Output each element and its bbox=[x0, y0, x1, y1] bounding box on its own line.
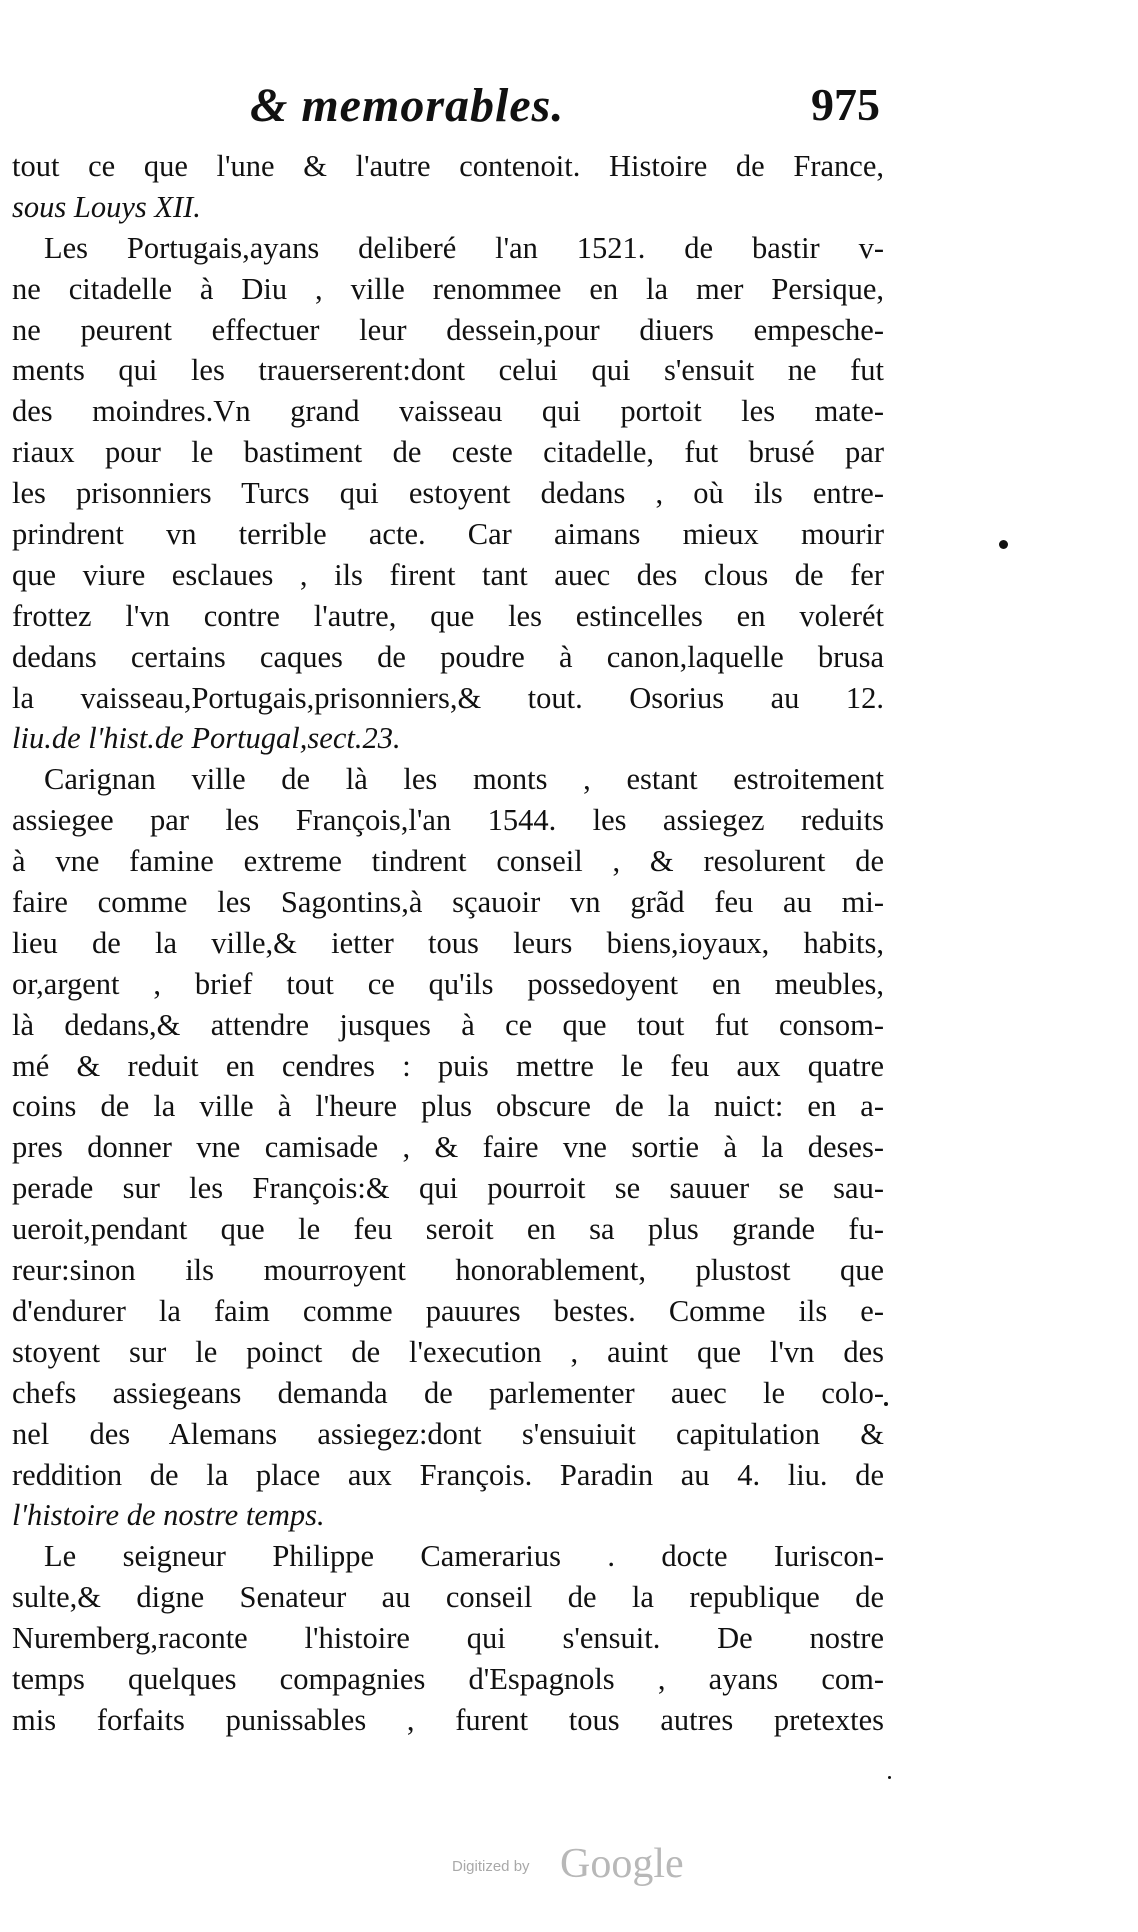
text-line: faire comme les Sagontins,à sçauoir vn grãd feu au mi- bbox=[12, 885, 884, 920]
ink-speck bbox=[888, 1776, 891, 1779]
text-line: reddition de la place aux François. Paradin au 4. liu. de bbox=[12, 1457, 884, 1492]
text-line: tout ce que l'une & l'autre contenoit. Histoire de France, bbox=[12, 149, 884, 183]
text-line: les prisonniers Turcs qui estoyent dedans , où ils entre- bbox=[12, 476, 884, 511]
text-line: stoyent sur le poinct de l'execution , auint que l'vn des bbox=[12, 1334, 884, 1369]
text-line: sulte,& digne Senateur au conseil de la republique de bbox=[12, 1580, 884, 1615]
running-head bbox=[240, 78, 880, 138]
text-line: ne citadelle à Diu , ville renommee en la mer Persique, bbox=[12, 271, 884, 306]
body-text bbox=[12, 146, 884, 1741]
text-line: des moindres.Vn grand vaisseau qui portoit les mate- bbox=[12, 394, 884, 429]
ink-speck bbox=[884, 1402, 888, 1406]
text-line: chefs assiegeans demanda de parlementer auec le colo- bbox=[12, 1375, 884, 1410]
text-line: là dedans,& attendre jusques à ce que tout fut consom- bbox=[12, 1007, 884, 1042]
text-line: nel des Alemans assiegez:dont s'ensuiuit capitulation & bbox=[12, 1416, 884, 1451]
ink-speck bbox=[999, 540, 1008, 549]
text-line: Nuremberg,raconte l'histoire qui s'ensuit. De nostre bbox=[12, 1621, 884, 1656]
google-logo: Google bbox=[560, 1841, 684, 1887]
digitized-by-google-watermark bbox=[452, 1840, 712, 1890]
text-line: mé & reduit en cendres : puis mettre le feu aux quatre bbox=[12, 1048, 884, 1083]
text-line: à vne famine extreme tindrent conseil , & resolurent de bbox=[12, 844, 884, 879]
text-line: dedans certains caques de poudre à canon,laquelle brusa bbox=[12, 639, 884, 674]
text-line: d'endurer la faim comme pauures bestes. Comme ils e- bbox=[12, 1293, 884, 1328]
text-line: riaux pour le bastiment de ceste citadelle, fut brusé par bbox=[12, 435, 884, 470]
text-line: l'histoire de nostre temps. bbox=[12, 1498, 325, 1533]
text-line: la vaisseau,Portugais,prisonniers,& tout. Osorius au 12. bbox=[12, 680, 884, 715]
text-line: liu.de l'hist.de Portugal,sect.23. bbox=[12, 721, 401, 756]
text-line: pres donner vne camisade , & faire vne sortie à la deses- bbox=[12, 1130, 884, 1165]
text-line: Carignan ville de là les monts , estant estroitement bbox=[44, 762, 884, 797]
text-line: ne peurent effectuer leur dessein,pour diuers empesche- bbox=[12, 312, 884, 347]
text-line: ueroit,pendant que le feu seroit en sa plus grande fu- bbox=[12, 1212, 884, 1247]
text-line: sous Louys XII. bbox=[12, 189, 201, 224]
text-line: que viure esclaues , ils firent tant auec des clous de fer bbox=[12, 557, 884, 592]
text-line: Le seigneur Philippe Camerarius . docte Iuriscon- bbox=[44, 1539, 884, 1574]
running-title: & memorables. bbox=[250, 79, 565, 132]
text-line: mis forfaits punissables , furent tous autres pretextes bbox=[12, 1702, 884, 1737]
page-number: 975 bbox=[811, 79, 880, 130]
text-line: perade sur les François:& qui pourroit se sauuer se sau- bbox=[12, 1171, 884, 1206]
text-line: frottez l'vn contre l'autre, que les estincelles en volerét bbox=[12, 598, 884, 633]
text-line: reur:sinon ils mourroyent honorablement, plustost que bbox=[12, 1253, 884, 1288]
text-line: coins de la ville à l'heure plus obscure de la nuict: en a- bbox=[12, 1089, 884, 1124]
text-line: assiegee par les François,l'an 1544. les assiegez reduits bbox=[12, 803, 884, 838]
text-line: lieu de la ville,& ietter tous leurs biens,ioyaux, habits, bbox=[12, 925, 884, 960]
text-line: ments qui les trauerserent:dont celui qui s'ensuit ne fut bbox=[12, 353, 884, 388]
text-line: prindrent vn terrible acte. Car aimans mieux mourir bbox=[12, 517, 884, 552]
text-line: Les Portugais,ayans deliberé l'an 1521. de bastir v- bbox=[44, 230, 884, 265]
text-line: or,argent , brief tout ce qu'ils possedoyent en meubles, bbox=[12, 966, 884, 1001]
text-line: temps quelques compagnies d'Espagnols , ayans com- bbox=[12, 1661, 884, 1696]
digitized-by-label: Digitized by bbox=[452, 1858, 530, 1875]
